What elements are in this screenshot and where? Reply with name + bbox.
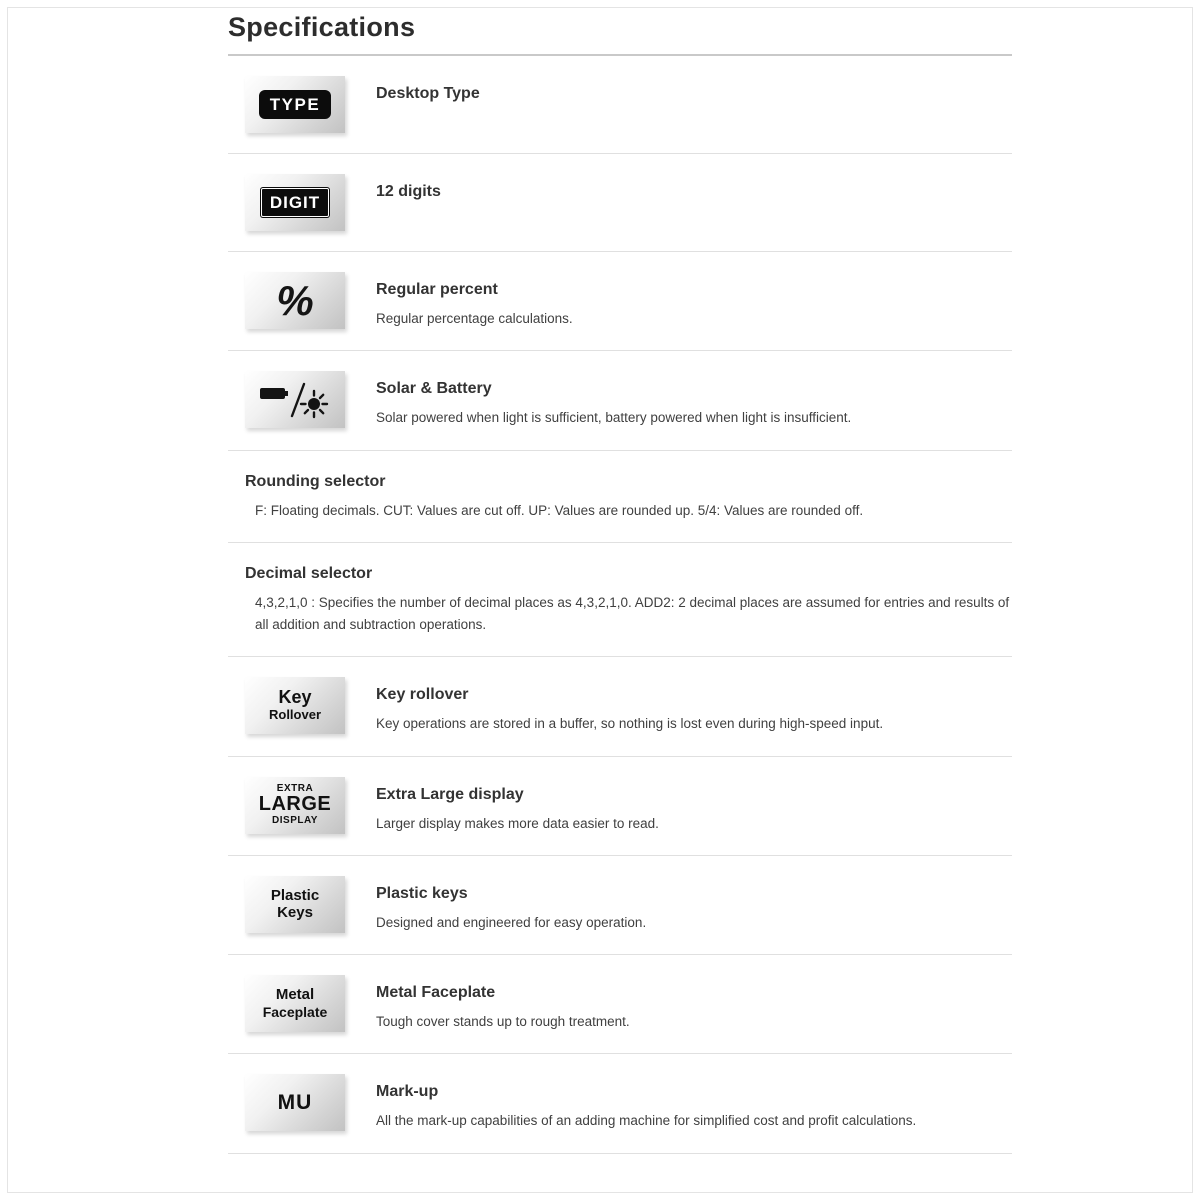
spec-description: Designed and engineered for easy operation. <box>376 914 647 930</box>
spec-title: Solar & Battery <box>376 380 492 398</box>
spec-info <box>376 371 851 429</box>
spec-title: Rounding selector <box>245 472 386 490</box>
type-badge-col <box>228 76 376 133</box>
spec-info <box>376 272 573 330</box>
spec-title: Plastic keys <box>376 884 468 902</box>
mu-badge <box>245 1074 345 1131</box>
key-rollover-badge <box>245 677 345 734</box>
page-title: Specifications <box>228 12 1012 56</box>
type-badge-label: TYPE <box>259 90 331 119</box>
spec-row-extra-large-display <box>228 757 1012 856</box>
spec-title: Regular percent <box>376 281 498 298</box>
extra-large-display-badge <box>245 777 345 834</box>
spec-info <box>376 975 630 1033</box>
spec-row-type <box>228 56 1012 154</box>
spec-title: Desktop Type <box>376 85 480 102</box>
spec-description: Key operations are stored in a buffer, so nothing is lost even during high-speed input. <box>376 716 884 732</box>
solar-badge-col <box>228 371 376 428</box>
spec-row-percent <box>228 252 1012 351</box>
spec-row-rounding-selector <box>228 451 1012 543</box>
plastic-keys-badge <box>245 876 345 933</box>
solar-battery-badge <box>245 371 345 428</box>
spec-title: Extra Large display <box>376 785 524 803</box>
metal-faceplate-badge <box>245 975 345 1032</box>
spec-description: 4,3,2,1,0 : Specifies the number of decimal places as 4,3,2,1,0. ADD2: 2 decimal places are assumed for entries and results of all addition and subtraction operations. <box>255 594 1010 633</box>
extra-large-display-badge-label <box>259 784 332 827</box>
type-badge <box>245 76 345 133</box>
spec-title: Metal Faceplate <box>376 984 496 1002</box>
spec-row-digit <box>228 154 1012 252</box>
spec-title: 12 digits <box>376 183 441 200</box>
badge-line: Rollover <box>268 707 321 723</box>
badge-line: DISPLAY <box>272 815 318 827</box>
digit-badge-col <box>228 174 376 231</box>
percent-icon: % <box>276 276 314 324</box>
plastic-keys-badge-col <box>228 876 376 933</box>
badge-line: EXTRA <box>276 782 314 794</box>
key-rollover-badge-col <box>228 677 376 734</box>
spec-row-mark-up <box>228 1054 1012 1153</box>
mu-badge-label: MU <box>277 1091 313 1115</box>
spec-row-plastic-keys <box>228 856 1012 955</box>
spec-row-key-rollover <box>228 657 1012 756</box>
specifications-section <box>228 12 1012 1154</box>
percent-badge <box>245 272 345 329</box>
spec-info <box>376 174 441 201</box>
spec-row-solar-battery <box>228 351 1012 450</box>
spec-title: Mark-up <box>376 1083 439 1101</box>
spec-info <box>376 1074 916 1132</box>
spec-title: Decimal selector <box>245 564 373 582</box>
spec-description: Tough cover stands up to rough treatment. <box>376 1014 630 1030</box>
metal-faceplate-badge-label <box>263 986 328 1022</box>
digit-badge-label: DIGIT <box>260 187 330 218</box>
badge-line: Metal <box>275 985 315 1003</box>
spec-description: All the mark-up capabilities of an adding machine for simplified cost and profit calculations. <box>376 1113 917 1129</box>
spec-info <box>376 777 659 835</box>
digit-badge <box>245 174 345 231</box>
solar-battery-icon <box>257 379 333 421</box>
spec-row-decimal-selector <box>228 543 1012 658</box>
spec-info <box>376 677 883 735</box>
key-rollover-badge-label <box>269 688 321 723</box>
mu-badge-col <box>228 1074 376 1131</box>
badge-line: Keys <box>277 904 313 922</box>
spec-row-metal-faceplate <box>228 955 1012 1054</box>
plastic-keys-badge-label <box>271 887 319 922</box>
badge-line: Key <box>278 687 312 708</box>
spec-description: F: Floating decimals. CUT: Values are cut off. UP: Values are rounded up. 5/4: Values are rounded off. <box>255 502 864 518</box>
spec-description: Regular percentage calculations. <box>376 311 573 326</box>
metal-faceplate-badge-col <box>228 975 376 1032</box>
badge-line: LARGE <box>258 793 332 816</box>
spec-title: Key rollover <box>376 686 469 704</box>
percent-badge-col <box>228 272 376 329</box>
spec-description: Larger display makes more data easier to read. <box>376 815 659 831</box>
spec-info <box>376 876 646 934</box>
spec-info <box>376 76 480 103</box>
badge-line: Faceplate <box>262 1004 328 1021</box>
extra-large-badge-col <box>228 777 376 834</box>
badge-line: Plastic <box>270 887 320 905</box>
spec-description: Solar powered when light is sufficient, battery powered when light is insufficient. <box>376 410 852 426</box>
